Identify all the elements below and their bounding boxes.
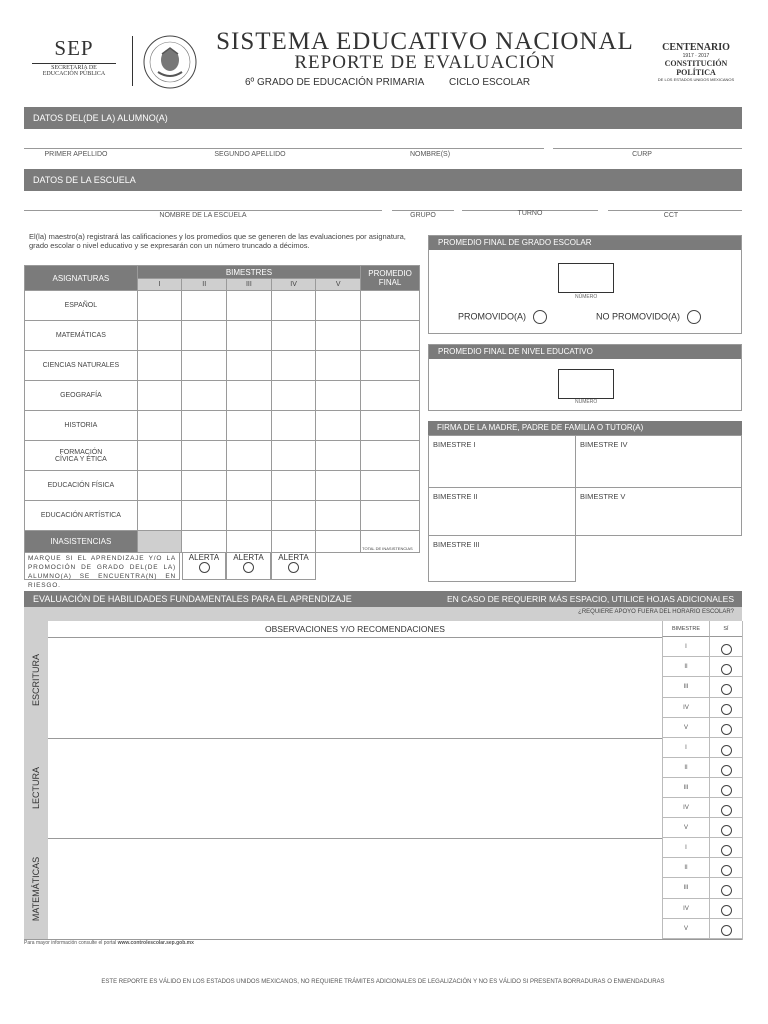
field-group[interactable]: GRUPO xyxy=(410,212,436,219)
subject-row-label: EDUCACIÓN FÍSICA xyxy=(25,471,138,501)
level-grade-panel xyxy=(428,344,742,411)
support-question: ¿REQUIERE APOYO FUERA DEL HORARIO ESCOLAR? xyxy=(578,609,734,615)
centenario-text: CENTENARIO xyxy=(662,42,730,53)
bimestre-col-4: IV xyxy=(271,279,316,291)
alert-cell-3[interactable]: ALERTA xyxy=(271,552,316,580)
bimestre-col-1: I xyxy=(137,279,182,291)
portal-link[interactable]: www.controlescolar.sep.gob.mx xyxy=(117,940,194,946)
level-grade-title: PROMEDIO FINAL DE NIVEL EDUCATIVO xyxy=(429,345,741,359)
bimestre-row-label: V xyxy=(662,919,709,939)
bimestre-row-label: III xyxy=(662,677,709,697)
final-grade-number-label: NÚMERO xyxy=(575,294,598,300)
support-yes-cell[interactable] xyxy=(709,778,742,798)
subject-row-label: HISTORIA xyxy=(25,411,138,441)
support-yes-cell[interactable] xyxy=(709,899,742,919)
bimestre-row-label: I xyxy=(662,738,709,758)
area-lectura: LECTURA xyxy=(24,738,48,839)
alert-radio-icon[interactable] xyxy=(199,562,210,573)
support-yes-radio-icon[interactable] xyxy=(721,644,732,655)
support-yes-radio-icon[interactable] xyxy=(721,765,732,776)
centenario-years: 1917 · 2017 xyxy=(682,53,710,59)
bimestre-row-label: V xyxy=(662,718,709,738)
not-promoted-option[interactable]: NO PROMOVIDO(A) xyxy=(596,310,701,324)
si-column-header: SÍ xyxy=(709,621,742,637)
support-yes-cell[interactable] xyxy=(709,838,742,858)
sep-subtitle-1: SECRETARÍA DE xyxy=(51,65,97,71)
alert-radio-icon[interactable] xyxy=(288,562,299,573)
sep-logo-text: SEP xyxy=(54,36,94,60)
final-average-header: PROMEDIO FINAL xyxy=(361,266,420,291)
signature-cell-bimestre-3[interactable]: BIMESTRE III xyxy=(429,536,576,582)
bimestre-col-2: II xyxy=(182,279,227,291)
centenario-logo xyxy=(648,42,744,82)
level-grade-number-label: NÚMERO xyxy=(575,399,598,405)
skills-section-header: EVALUACIÓN DE HABILIDADES FUNDAMENTALES PARA EL APRENDIZAJE EN CASO DE REQUERIR MÁS ESPACIO, UTILICE HOJAS ADICIONALES xyxy=(24,591,742,607)
constitucion-text: CONSTITUCIÓN POLÍTICA xyxy=(664,59,728,77)
support-yes-cell[interactable] xyxy=(709,657,742,677)
validity-note: ESTE REPORTE ES VÁLIDO EN LOS ESTADOS UNIDOS MEXICANOS, NO REQUIERE TRÁMITES ADICIONALES DE LEGALIZACIÓN Y NO ES VÁLIDO SI PRESENTA BORRADURAS O ENMENDADURAS xyxy=(101,979,665,985)
bimestre-row-label: II xyxy=(662,657,709,677)
page-title: SISTEMA EDUCATIVO NACIONAL xyxy=(216,28,634,55)
support-yes-radio-icon[interactable] xyxy=(721,805,732,816)
signature-cell-bimestre-5[interactable]: BIMESTRE V xyxy=(576,488,742,536)
support-yes-cell[interactable] xyxy=(709,758,742,778)
support-yes-radio-icon[interactable] xyxy=(721,865,732,876)
area-matematicas: MATEMÁTICAS xyxy=(24,838,48,940)
page-subtitle: REPORTE DE EVALUACIÓN xyxy=(294,52,556,73)
alert-radio-icon[interactable] xyxy=(243,562,254,573)
support-yes-cell[interactable] xyxy=(709,637,742,657)
bimestre-row-label: IV xyxy=(662,798,709,818)
bimestre-column-header: BIMESTRE xyxy=(662,621,709,637)
final-grade-number-box[interactable] xyxy=(558,263,614,293)
portal-note: Para mayor información consulte el portal www.controlescolar.sep.gob.mx xyxy=(24,940,194,946)
support-yes-cell[interactable] xyxy=(709,858,742,878)
final-grade-panel xyxy=(428,235,742,334)
grades-table xyxy=(24,265,420,553)
skills-question-row xyxy=(24,607,742,621)
signature-cell-bimestre-4[interactable]: BIMESTRE IV xyxy=(576,436,742,488)
absences-label: INASISTENCIAS xyxy=(25,531,138,553)
observations-header: OBSERVACIONES Y/O RECOMENDACIONES xyxy=(48,621,662,638)
not-promoted-radio-icon[interactable] xyxy=(687,310,701,324)
constitucion-sub: DE LOS ESTADOS UNIDOS MEXICANOS xyxy=(657,77,735,82)
subject-row-label: EDUCACIÓN ARTÍSTICA xyxy=(25,501,138,531)
promoted-option[interactable]: PROMOVIDO(A) xyxy=(458,310,547,324)
subject-row-label: MATEMÁTICAS xyxy=(25,321,138,351)
cycle-label: CICLO ESCOLAR xyxy=(449,77,531,88)
national-seal-icon xyxy=(142,34,198,90)
level-grade-number-box[interactable] xyxy=(558,369,614,399)
support-yes-radio-icon[interactable] xyxy=(721,785,732,796)
sep-logo xyxy=(28,36,120,77)
observations-lectura[interactable] xyxy=(48,738,662,839)
support-yes-cell[interactable] xyxy=(709,919,742,939)
alert-cell-2[interactable]: ALERTA xyxy=(226,552,271,580)
signatures-table xyxy=(428,435,742,582)
support-yes-radio-icon[interactable] xyxy=(721,704,732,715)
support-yes-radio-icon[interactable] xyxy=(721,905,732,916)
final-grade-title: PROMEDIO FINAL DE GRADO ESCOLAR xyxy=(429,236,741,250)
support-yes-cell[interactable] xyxy=(709,798,742,818)
support-yes-cell[interactable] xyxy=(709,878,742,898)
skills-right-border xyxy=(742,621,743,940)
alert-cell-1[interactable]: ALERTA xyxy=(182,552,226,580)
bimestre-row-label: I xyxy=(662,637,709,657)
support-yes-radio-icon[interactable] xyxy=(721,845,732,856)
area-escritura: ESCRITURA xyxy=(24,621,48,739)
bimestre-col-3: III xyxy=(227,279,272,291)
subject-row-label: ESPAÑOL xyxy=(25,291,138,321)
bimestre-row-label: IV xyxy=(662,899,709,919)
bimestres-header: BIMESTRES xyxy=(137,266,360,279)
observations-matematicas[interactable] xyxy=(48,838,662,939)
sep-subtitle-2: EDUCACIÓN PÚBLICA xyxy=(42,71,106,77)
signatures-title: FIRMA DE LA MADRE, PADRE DE FAMILIA O TUTOR(A) xyxy=(428,421,742,435)
support-yes-cell[interactable] xyxy=(709,698,742,718)
student-section-header: DATOS DEL(DE LA) ALUMNO(A) xyxy=(24,107,742,129)
bimestre-row-label: III xyxy=(662,778,709,798)
grade-label: 6º GRADO DE EDUCACIÓN PRIMARIA xyxy=(245,77,425,88)
instructions-text: El(la) maestro(a) registrará las calificaciones y los promedios que se generen de las evaluaciones por asignatura, grado escolar o nivel educativo y se expresarán con un número truncado a décimos. xyxy=(29,232,406,250)
header-divider xyxy=(132,36,133,86)
support-yes-radio-icon[interactable] xyxy=(721,825,732,836)
support-yes-cell[interactable] xyxy=(709,677,742,697)
bimestre-row-label: V xyxy=(662,818,709,838)
total-absences[interactable]: TOTAL DE INASISTENCIAS xyxy=(361,531,420,553)
observations-escritura[interactable] xyxy=(48,637,662,739)
school-section-header: DATOS DE LA ESCUELA xyxy=(24,169,742,191)
bimestre-row-label: II xyxy=(662,758,709,778)
field-first-surname[interactable]: PRIMER APELLIDO xyxy=(44,151,108,158)
support-yes-radio-icon[interactable] xyxy=(721,885,732,896)
signature-cell-bimestre-2[interactable]: BIMESTRE II xyxy=(429,488,576,536)
skills-note: EN CASO DE REQUERIR MÁS ESPACIO, UTILICE HOJAS ADICIONALES xyxy=(446,594,734,604)
signature-cell-bimestre-1[interactable]: BIMESTRE I xyxy=(429,436,576,488)
support-yes-radio-icon[interactable] xyxy=(721,745,732,756)
subject-row-label: CIENCIAS NATURALES xyxy=(25,351,138,381)
support-yes-radio-icon[interactable] xyxy=(721,925,732,936)
subject-row-label: GEOGRAFÍA xyxy=(25,381,138,411)
bimestre-row-label: I xyxy=(662,838,709,858)
field-names[interactable]: NOMBRE(S) xyxy=(409,151,451,158)
field-second-surname[interactable]: SEGUNDO APELLIDO xyxy=(214,151,286,158)
field-curp[interactable]: CURP xyxy=(632,151,652,158)
support-yes-cell[interactable] xyxy=(709,738,742,758)
field-school-name[interactable]: NOMBRE DE LA ESCUELA xyxy=(159,212,247,219)
support-yes-radio-icon[interactable] xyxy=(721,664,732,675)
bimestre-col-5: V xyxy=(316,279,361,291)
subjects-header: ASIGNATURAS xyxy=(25,266,138,291)
subject-row-label: FORMACIÓN CÍVICA Y ÉTICA xyxy=(25,441,138,471)
promoted-radio-icon[interactable] xyxy=(533,310,547,324)
support-yes-radio-icon[interactable] xyxy=(721,684,732,695)
support-yes-radio-icon[interactable] xyxy=(721,724,732,735)
support-yes-cell[interactable] xyxy=(709,818,742,838)
bimestre-row-label: IV xyxy=(662,698,709,718)
bimestre-row-label: III xyxy=(662,878,709,898)
bimestre-row-label: II xyxy=(662,858,709,878)
field-cct[interactable]: CCT xyxy=(663,212,679,219)
support-yes-cell[interactable] xyxy=(709,718,742,738)
field-shift[interactable]: TURNO xyxy=(517,210,543,217)
risk-text: MARQUE SI EL APRENDIZAJE Y/O LA PROMOCIÓN DE GRADO DEL(DE LA) ALUMNO(A) SE ENCUENTRA(N) EN RIESGO. xyxy=(24,552,180,580)
